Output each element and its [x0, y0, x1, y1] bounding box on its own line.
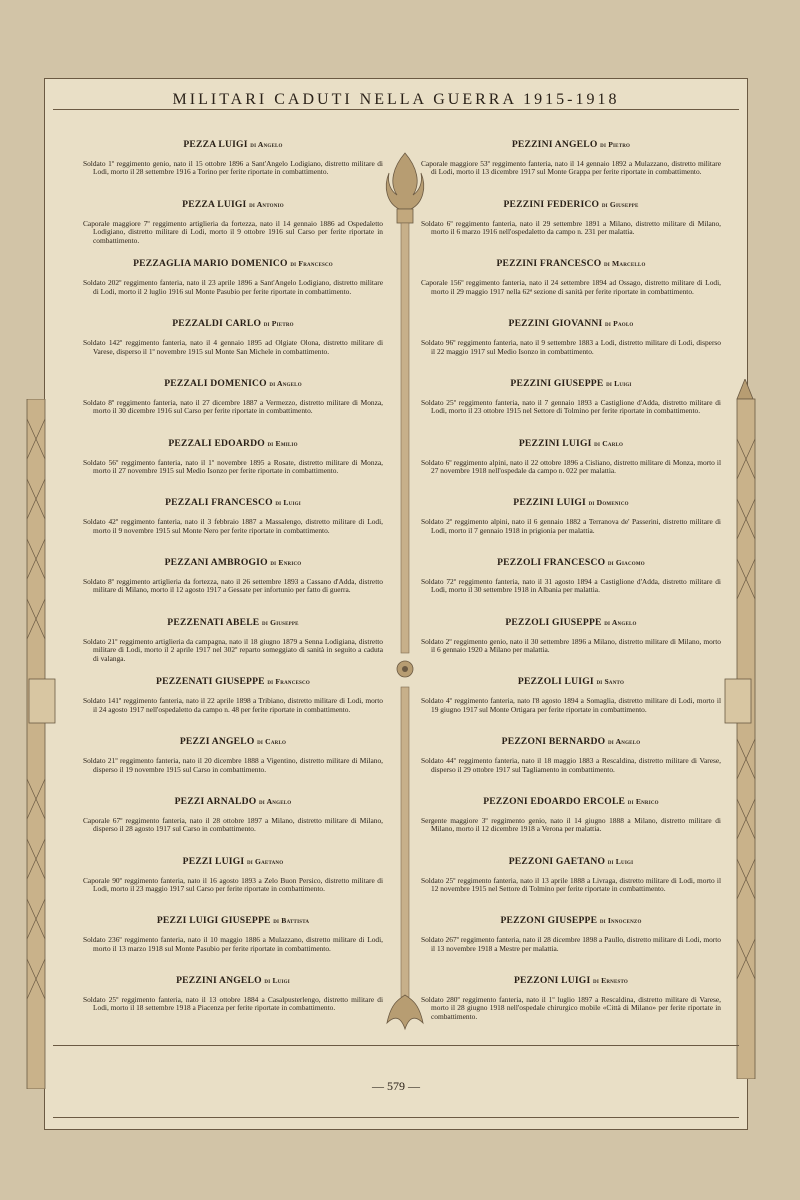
soldier-record-text: Soldato 56º reggimento fanteria, nato il 1º novembre 1895 a Rosate, distretto militare di Monza, morto il 27 novembre 1915 sul Medio Isonzo per ferite riportate in combattimento. [83, 457, 383, 475]
soldier-record-text: Soldato 2º reggimento genio, nato il 30 settembre 1896 a Milano, distretto militare di Milano, morto il 6 gennaio 1920 a Milano per malattia. [421, 636, 721, 655]
soldier-name [421, 318, 721, 329]
soldier-name [421, 557, 721, 568]
soldier-entry [421, 199, 721, 259]
soldier-surname: PEZZALI EDOARDO [168, 437, 265, 449]
soldier-surname: PEZZI LUIGI [182, 855, 245, 867]
soldier-surname: PEZZI ANGELO [179, 736, 255, 748]
soldier-entry [83, 139, 383, 199]
soldier-name [421, 139, 721, 150]
soldier-father: di Luigi [275, 498, 301, 508]
soldier-surname: PEZZONI GAETANO [508, 855, 606, 867]
bottom-border-rule [53, 1117, 739, 1118]
right-column [421, 139, 721, 1035]
soldier-father: di Francesco [267, 677, 310, 687]
soldier-record-text: Soldato 96º reggimento fanteria, nato il 9 settembre 1883 a Lodi, distretto militare di Lodi, disperso il 22 maggio 1917 sul Medio Isonzo in combattimento. [421, 338, 721, 356]
soldier-father: di Antonio [249, 199, 284, 209]
soldier-record-text: Soldato 280º reggimento fanteria, nato il 1º luglio 1897 a Rescaldina, distretto militare di Varese, morto il 28 giugno 1918 nell'ospedale chirurgico mobile «Città di Milano» per ferite riportate in combattimento. [421, 995, 721, 1021]
soldier-father: di Luigi [606, 378, 632, 388]
soldier-name [83, 617, 383, 628]
soldier-name [83, 139, 383, 150]
soldier-surname: PEZZI LUIGI GIUSEPPE [156, 915, 271, 927]
soldier-father: di Angelo [604, 617, 637, 627]
soldier-entry [421, 139, 721, 199]
soldier-entry [83, 258, 383, 318]
soldier-surname: PEZZONI BERNARDO [501, 736, 606, 748]
soldier-name [421, 438, 721, 449]
soldier-record-text: Caporale 156º reggimento fanteria, nato il 24 settembre 1894 ad Ossago, distretto militare di Lodi, morto il 29 maggio 1917 nella 62ª sezione di sanità per ferite riportate in combattimento. [421, 278, 721, 296]
soldier-entry [83, 915, 383, 975]
soldier-father: di Emilio [267, 438, 298, 448]
soldier-name [83, 975, 383, 986]
soldier-father: di Enrico [627, 796, 659, 806]
soldier-father: di Battista [273, 916, 310, 926]
soldier-name [83, 557, 383, 568]
soldier-entry [421, 676, 721, 736]
soldier-name [421, 975, 721, 986]
soldier-father: di Pietro [600, 140, 631, 149]
soldier-record-text: Soldato 44º reggimento fanteria, nato il 18 maggio 1883 a Rescaldina, distretto militare di Varese, disperso il 29 ottobre 1917 sul Tagliamento in combattimento. [421, 756, 721, 774]
soldier-name [83, 915, 383, 926]
soldier-name [421, 258, 721, 269]
soldier-entry [421, 617, 721, 677]
soldier-father: di Giacomo [607, 558, 645, 568]
soldier-father: di Giuseppe [262, 617, 299, 627]
soldier-surname: PEZZINI LUIGI [513, 497, 586, 509]
soldier-surname: PEZZANI AMBROGIO [164, 557, 268, 569]
soldier-entry [83, 856, 383, 916]
soldier-entry [83, 617, 383, 677]
soldier-record-text: Sergente maggiore 3º reggimento genio, nato il 14 giugno 1888 a Milano, distretto militare di Milano, morto il 12 dicembre 1918 a Verona per malattia. [421, 815, 721, 834]
soldier-entry [421, 258, 721, 318]
soldier-name [421, 378, 721, 389]
soldier-record-text: Soldato 21º reggimento artiglieria da campagna, nato il 18 giugno 1879 a Senna Lodigiana, distretto militare di Lodi, morto il 2 aprile 1917 nel 302º reparto someggiato di sanità in seguito a caduta di valanga. [83, 636, 383, 663]
soldier-record-text: Soldato 267º reggimento fanteria, nato il 28 dicembre 1898 a Paullo, distretto militare di Lodi, morto il 13 novembre 1918 a Mestre per malattia. [421, 935, 721, 953]
soldier-surname: PEZZONI LUIGI [513, 975, 591, 987]
soldier-father: di Angelo [607, 737, 641, 747]
soldier-father: di Carlo [257, 737, 287, 747]
soldier-surname: PEZZINI GIUSEPPE [510, 377, 604, 389]
soldier-name [421, 736, 721, 747]
soldier-name [83, 736, 383, 747]
soldier-surname: PEZZINI FRANCESCO [496, 258, 602, 270]
soldier-father: di Angelo [258, 796, 292, 806]
soldier-entry [421, 318, 721, 378]
soldier-father: di Carlo [594, 438, 624, 448]
document-page [44, 78, 748, 1130]
soldier-name [421, 676, 721, 687]
soldier-father: di Angelo [250, 140, 283, 149]
soldier-name [83, 258, 383, 269]
soldier-entry [83, 497, 383, 557]
soldier-surname: PEZZOLI FRANCESCO [497, 557, 606, 569]
soldier-record-text: Soldato 2º reggimento alpini, nato il 6 gennaio 1882 a Terranova de' Passerini, distretto militare di Lodi, morto il 7 gennaio 1918 in prigionia per malattia. [421, 517, 721, 535]
soldier-father: di Francesco [290, 259, 333, 269]
soldier-entry [83, 676, 383, 736]
soldier-father: di Luigi [264, 976, 290, 986]
soldier-record-text: Soldato 72º reggimento fanteria, nato il 31 agosto 1894 a Castiglione d'Adda, distretto militare di Lodi, morto il 30 settembre 1918 in Albania per malattia. [421, 577, 721, 595]
soldier-father: di Luigi [607, 856, 634, 866]
soldier-name [83, 378, 383, 389]
soldier-name [421, 915, 721, 926]
left-column [83, 139, 383, 1035]
soldier-surname: PEZZALDI CARLO [172, 318, 262, 330]
soldier-record-text: Soldato 25º reggimento fanteria, nato il 13 aprile 1888 a Livraga, distretto militare di Lodi, morto il 12 novembre 1915 nel Settore di Tolmino per ferite riportate in combattimento. [421, 875, 721, 894]
soldier-father: di Paolo [605, 319, 634, 329]
soldier-surname: PEZZAGLIA MARIO DOMENICO [133, 258, 288, 270]
left-staff-ornament-icon [15, 399, 59, 1089]
soldier-record-text: Caporale 67º reggimento fanteria, nato il 28 ottobre 1897 a Milano, distretto militare di Milano, disperso il 28 agosto 1917 sul Carso in combattimento. [83, 815, 383, 834]
soldier-father: di Marcello [604, 259, 646, 269]
soldier-entry [421, 557, 721, 617]
soldier-record-text: Caporale 90º reggimento fanteria, nato il 16 agosto 1893 a Zelo Buon Persico, distretto militare di Lodi, morto il 23 maggio 1917 sul Carso per ferite riportate in combattimento. [83, 875, 383, 894]
soldier-name [83, 497, 383, 508]
soldier-record-text: Soldato 236º reggimento fanteria, nato il 10 maggio 1886 a Mulazzano, distretto militare di Lodi, morto il 13 marzo 1918 sul Monte Pasubio per ferite riportate in combattimento. [83, 935, 383, 953]
soldier-record-text: Soldato 8º reggimento artiglieria da fortezza, nato il 26 settembre 1893 a Cassano d'Adda, distretto militare di Milano, morto il 12 agosto 1917 a Gessate per infortunio per fatto di guerra. [83, 577, 383, 595]
soldier-record-text: Soldato 1º reggimento genio, nato il 15 ottobre 1896 a Sant'Angelo Lodigiano, distretto militare di Lodi, morto il 28 settembre 1916 a Torino per ferite riportate in combattimento. [83, 159, 383, 177]
soldier-entry [421, 915, 721, 975]
soldier-name [421, 497, 721, 508]
soldier-surname: PEZZENATI ABELE [167, 616, 260, 628]
soldier-surname: PEZZA LUIGI [183, 139, 248, 150]
footer-divider [53, 1045, 739, 1046]
soldier-record-text: Soldato 8º reggimento fanteria, nato il 27 dicembre 1887 a Vermezzo, distretto militare di Monza, morto il 30 dicembre 1916 sul Carso per ferite riportate in combattimento. [83, 397, 383, 416]
soldier-record-text: Caporale maggiore 7º reggimento artiglieria da fortezza, nato il 14 gennaio 1886 ad Ospedaletto Lodigiano, distretto militare di Lodi, morto il 9 ottobre 1916 sul Carso per ferite riportate in combattimento. [83, 218, 383, 245]
soldier-entry [83, 378, 383, 438]
page-title: MILITARI CADUTI NELLA GUERRA 1915-1918 [172, 91, 620, 108]
soldier-record-text: Caporale maggiore 53º reggimento fanteria, nato il 14 gennaio 1892 a Mulazzano, distretto militare di Lodi, morto il 13 dicembre 1917 sul Monte Grappa per ferite riportate in combattimento. [421, 159, 721, 177]
soldier-father: di Enrico [270, 558, 302, 568]
soldier-name [421, 796, 721, 807]
soldier-surname: PEZZONI GIUSEPPE [500, 915, 598, 927]
soldier-record-text: Soldato 4º reggimento fanteria, nato l'8 agosto 1894 a Somaglia, distretto militare di Lodi, morto il 19 giugno 1917 sul Monte Ortigara per ferite riportate in combattimento. [421, 696, 721, 714]
soldier-record-text: Soldato 6º reggimento fanteria, nato il 29 settembre 1891 a Milano, distretto militare di Milano, morto il 6 marzo 1916 nell'ospedaletto da campo n. 231 per malattia. [421, 218, 721, 237]
soldier-surname: PEZZINI LUIGI [518, 437, 592, 449]
soldier-entry [83, 557, 383, 617]
soldier-entry [83, 736, 383, 796]
soldier-record-text: Soldato 25º reggimento fanteria, nato il 13 ottobre 1884 a Casalpusterlengo, distretto militare di Lodi, morto il 18 settembre 1918 a Piacenza per ferite riportate in combattimento. [83, 995, 383, 1013]
soldier-entry [83, 199, 383, 259]
soldier-entry [421, 796, 721, 856]
soldier-surname: PEZZONI EDOARDO ERCOLE [483, 795, 626, 807]
soldier-entry [421, 975, 721, 1035]
soldier-surname: PEZZINI ANGELO [176, 975, 262, 987]
soldier-name [83, 438, 383, 449]
soldier-name [83, 796, 383, 807]
soldier-record-text: Soldato 202º reggimento fanteria, nato il 23 aprile 1896 a Sant'Angelo Lodigiano, distretto militare di Lodi, morto il 2 luglio 1916 sul Monte Pasubio per ferite riportate in combattimento. [83, 278, 383, 296]
soldier-record-text: Soldato 142º reggimento fanteria, nato il 4 gennaio 1895 ad Olgiate Olona, distretto militare di Varese, disperso il 1º novembre 1915 sul Monte San Michele in combattimento. [83, 338, 383, 356]
soldier-surname: PEZZINI ANGELO [511, 139, 598, 150]
soldier-record-text: Soldato 6º reggimento alpini, nato il 22 ottobre 1896 a Cisliano, distretto militare di Monza, morto il 27 novembre 1918 nell'ospedale da campo n. 022 per malattia. [421, 457, 721, 475]
soldier-father: di Domenico [588, 498, 629, 508]
soldier-father: di Innocenzo [599, 916, 642, 926]
soldier-surname: PEZZALI DOMENICO [164, 377, 267, 389]
soldier-record-text: Soldato 42º reggimento fanteria, nato il 3 febbraio 1887 a Massalengo, distretto militare di Lodi, morto il 9 novembre 1915 sul Monte Nero per ferite riportate in combattimento. [83, 517, 383, 535]
soldier-surname: PEZZINI FEDERICO [503, 198, 600, 210]
right-staff-ornament-icon [723, 379, 767, 1079]
soldier-entry [421, 497, 721, 557]
soldier-entry [421, 438, 721, 498]
soldier-surname: PEZZA LUIGI [182, 198, 247, 210]
soldier-record-text: Soldato 25º reggimento fanteria, nato il 7 gennaio 1893 a Castiglione d'Adda, distretto militare di Lodi, morto il 23 ottobre 1915 nel Settore di Tolmino per ferite riportate in combattimento. [421, 397, 721, 416]
soldier-father: di Giuseppe [601, 199, 639, 209]
soldier-surname: PEZZI ARNALDO [174, 795, 257, 807]
soldier-surname: PEZZOLI GIUSEPPE [505, 616, 602, 628]
soldier-name [83, 199, 383, 210]
soldier-surname: PEZZOLI LUIGI [517, 676, 594, 688]
page-number: — 579 — [372, 1079, 420, 1093]
soldier-entry [83, 796, 383, 856]
soldier-entry [421, 736, 721, 796]
soldier-surname: PEZZENATI GIUSEPPE [156, 676, 265, 688]
soldier-name [421, 617, 721, 628]
soldier-name [83, 676, 383, 687]
soldier-name [421, 856, 721, 867]
soldier-father: di Gaetano [246, 856, 284, 866]
soldier-entry [83, 975, 383, 1035]
soldier-father: di Ernesto [593, 976, 629, 986]
soldier-entry [83, 438, 383, 498]
soldier-name [421, 199, 721, 210]
soldier-entry [421, 856, 721, 916]
soldier-surname: PEZZALI FRANCESCO [165, 497, 273, 509]
soldier-surname: PEZZINI GIOVANNI [508, 318, 603, 330]
soldier-father: di Santo [596, 677, 625, 687]
soldier-name [83, 856, 383, 867]
soldier-name [83, 318, 383, 329]
header-divider [53, 109, 739, 110]
soldier-record-text: Soldato 141º reggimento fanteria, nato il 22 aprile 1898 a Tribiano, distretto militare di Lodi, morto il 24 agosto 1917 nell'ospedaletto da campo n. 48 per ferite riportate in combattimento. [83, 696, 383, 714]
soldier-father: di Angelo [269, 378, 302, 388]
soldier-father: di Pietro [263, 319, 294, 329]
soldier-record-text: Soldato 21º reggimento fanteria, nato il 20 dicembre 1888 a Vigentino, distretto militare di Milano, disperso il 19 novembre 1915 sul Carso in combattimento. [83, 756, 383, 774]
soldier-entry [421, 378, 721, 438]
soldier-entry [83, 318, 383, 378]
